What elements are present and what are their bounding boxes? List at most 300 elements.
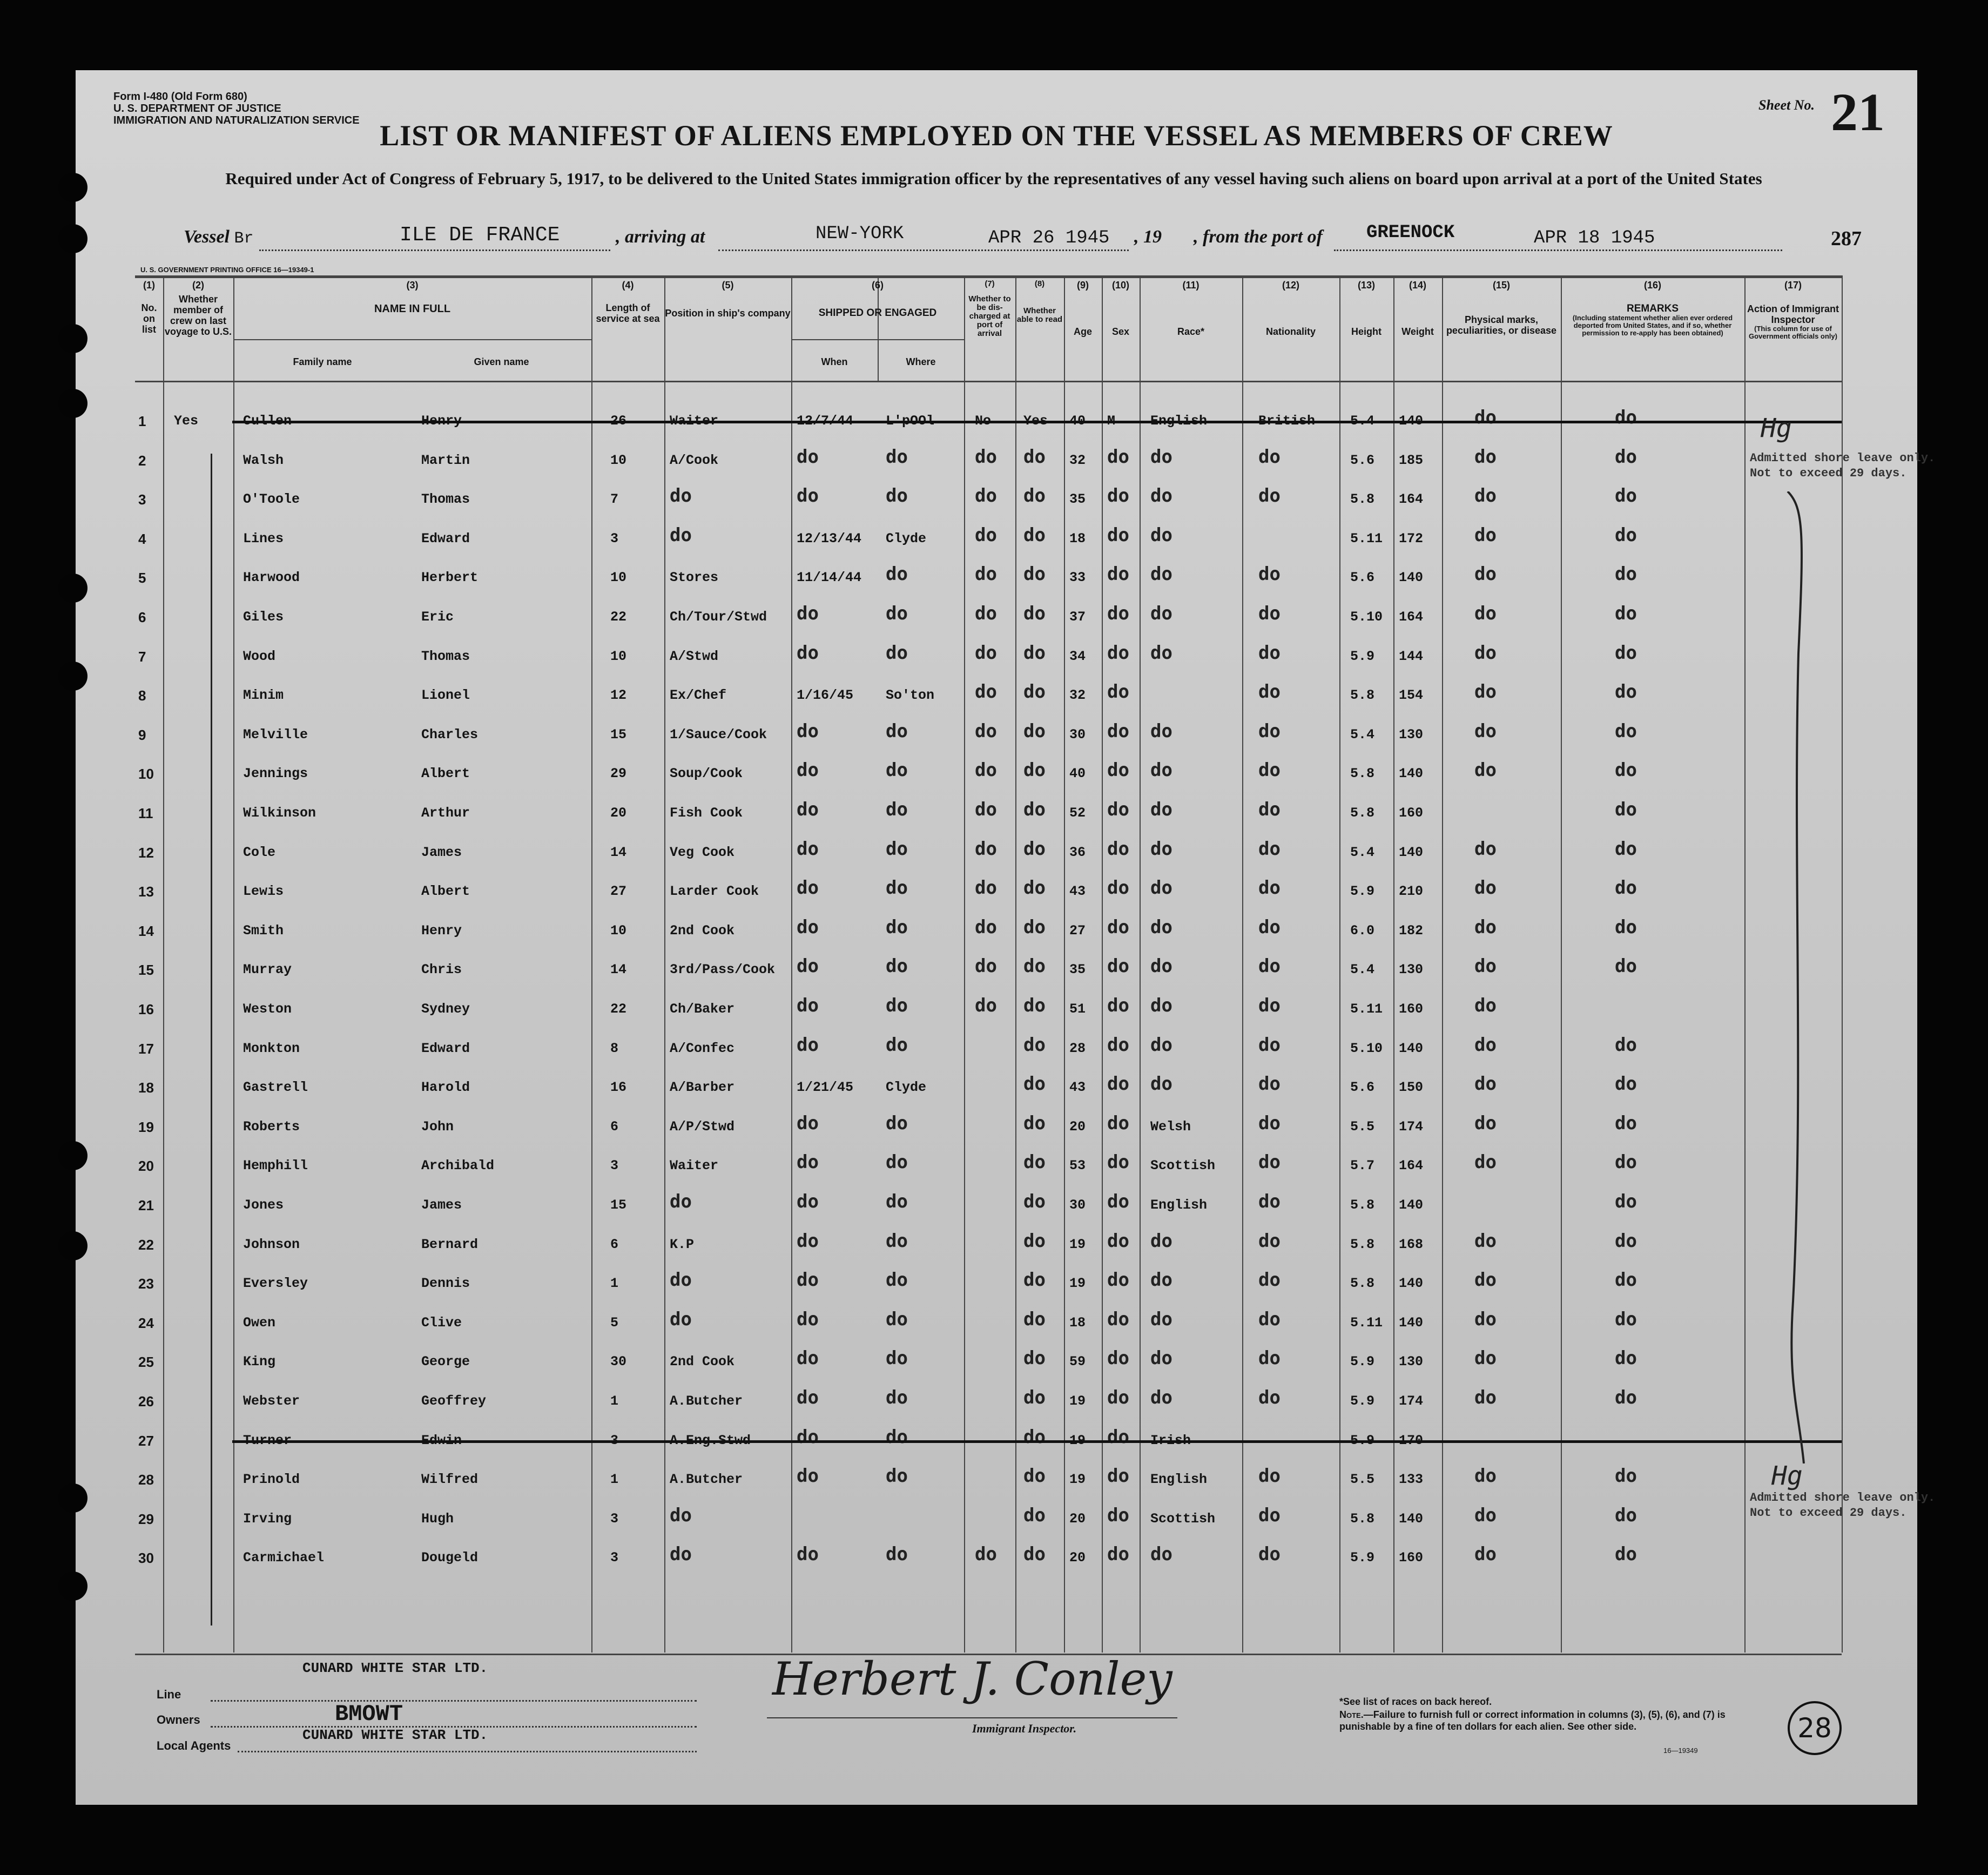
column-number: (14) [1409,280,1426,291]
immigrant-inspector-label: Immigrant Inspector. [972,1722,1077,1735]
from-port-label: , from the port of [1194,227,1323,247]
line-company: CUNARD WHITE STAR LTD. [302,1660,488,1676]
cell-age: 20 [1069,1118,1086,1135]
cell-position: Ch/Baker [670,1001,735,1017]
column-header-5 [664,280,791,319]
cell-age: 52 [1069,805,1086,821]
cell-family: Webster [243,1393,300,1409]
cell-where: Clyde [886,1080,927,1096]
cell-remarks: do [1615,485,1637,507]
cell-height: 5.8 [1350,1236,1375,1252]
cell-nat: do [1258,1543,1281,1566]
cell-marks: do [1474,1269,1497,1291]
cell-remarks: do [1615,681,1637,703]
cell-given: Thomas [421,648,470,664]
column-header-10 [1102,280,1140,337]
cell-height: 5.4 [1350,962,1375,978]
table-row [135,1455,1842,1494]
column-label: NAME IN FULL [374,303,451,315]
cell-weight: 168 [1399,1236,1424,1252]
cell-where: do [886,1543,908,1566]
cell-age: 18 [1069,1314,1086,1331]
column-header-2 [163,280,233,337]
punch-hole [58,173,87,202]
cell-when: 1/21/45 [797,1080,854,1096]
cell-given: George [421,1354,470,1370]
cell-age: 53 [1069,1158,1086,1174]
year-label: , 19 [1134,227,1162,247]
arrival-date: APR 26 1945 [988,228,1110,248]
column-number: (10) [1111,280,1129,291]
cell-weight: 160 [1399,1550,1424,1566]
cell-sex: do [1107,1347,1129,1370]
cell-race: do [1150,916,1172,938]
cell-where: do [886,603,908,624]
cell-given: Geoffrey [421,1393,487,1409]
cell-read: do [1023,1269,1046,1291]
cell-family: Turner [243,1432,292,1448]
column-number: (11) [1182,280,1199,291]
cell-read: do [1023,1191,1046,1212]
cell-disch: do [975,563,997,585]
cell-height: 5.8 [1350,766,1375,782]
cell-marks: do [1474,1112,1497,1134]
cell-service: 1 [610,1276,619,1292]
cell-remarks: do [1615,838,1637,860]
cell-position: Stores [670,570,719,586]
table-row [135,1495,1842,1534]
punch-hole [58,324,87,353]
note-line: Admitted shore leave only. [1750,451,1936,465]
cell-when: do [797,799,819,820]
cell-disch: do [975,877,997,899]
cell-race: Welsh [1150,1118,1191,1135]
cell-service: 1 [610,1472,619,1488]
cell-position: A.Eng.Stwd [670,1432,751,1448]
column-number: (4) [622,280,634,291]
cell-service: 20 [610,805,627,821]
cell-sex: do [1107,563,1129,585]
cell-age: 37 [1069,609,1086,625]
cell-age: 40 [1069,413,1086,429]
cell-when: do [797,1387,819,1408]
cell-age: 59 [1069,1354,1086,1370]
cell-service: 15 [610,1197,627,1213]
column-header-1 [135,280,163,335]
cell-remarks: do [1615,1308,1637,1330]
cell-given: John [421,1118,454,1135]
cell-marks: do [1474,1034,1497,1056]
cell-remarks: do [1615,524,1637,546]
cell-nat: do [1258,1347,1281,1370]
arrival-port: NEW-YORK [816,224,904,244]
cell-nat: do [1258,1465,1281,1487]
cell-no: 10 [138,766,154,783]
table-row [135,907,1842,946]
cell-position: A/Barber [670,1080,735,1096]
cell-height: 5.8 [1350,1197,1375,1213]
cell-given: Lionel [421,687,470,704]
cell-disch: do [975,955,997,977]
cell-service: 1 [610,1393,619,1409]
cell-where: So'ton [886,687,935,704]
cell-when: do [797,642,819,664]
cell-service: 10 [610,452,627,468]
cell-family: Prinold [243,1472,300,1488]
cell-sex: do [1107,642,1129,664]
cell-family: Lines [243,530,284,547]
cell-nat: do [1258,995,1281,1016]
cell-height: 5.4 [1350,413,1375,429]
cell-position: Ch/Tour/Stwd [670,609,767,625]
family-name-header: Family name [293,356,352,367]
cell-nat: do [1258,603,1281,624]
cell-height: 5.10 [1350,1040,1383,1056]
table-row [135,867,1842,906]
cell-where: do [886,1112,908,1134]
cell-service: 10 [610,648,627,664]
table-row [135,1377,1842,1416]
cell-when: do [797,1543,819,1566]
cell-position: do [670,1308,692,1330]
cell-given: Eric [421,609,454,625]
cell-service: 14 [610,962,627,978]
cell-given: Charles [421,726,479,743]
cell-no: 20 [138,1158,154,1175]
cell-no: 27 [138,1432,154,1449]
cell-when: do [797,1034,819,1056]
column-number: (17) [1784,280,1802,291]
table-row [135,1259,1842,1298]
cell-given: Martin [421,452,470,468]
cell-remarks: do [1615,799,1637,820]
cell-where: do [886,563,908,585]
cell-family: Cole [243,844,276,860]
cell-race: English [1150,1197,1208,1213]
cell-position: do [670,1543,692,1566]
cell-remarks: do [1615,1112,1637,1134]
vessel-name: ILE DE FRANCE [400,224,560,247]
cell-sex: do [1107,681,1129,703]
cell-marks: do [1474,877,1497,899]
table-row [135,828,1842,867]
cell-service: 14 [610,844,627,860]
cell-age: 32 [1069,687,1086,704]
column-label: Length of service at sea [596,302,660,324]
cell-sex: do [1107,1426,1129,1448]
cell-no: 7 [138,648,146,665]
when-header: When [821,356,848,367]
cell-sex: do [1107,1151,1129,1173]
cell-marks: do [1474,838,1497,860]
table-row [135,750,1842,788]
table-row [135,1338,1842,1377]
vessel-label: Vessel [184,227,230,247]
cell-given: Dennis [421,1276,470,1292]
cell-where: do [886,1387,908,1408]
cell-disch: do [975,799,997,820]
cell-nat: do [1258,485,1281,507]
cell-read: do [1023,799,1046,820]
cell-no: 14 [138,922,154,939]
cell-given: Chris [421,962,462,978]
cell-service: 10 [610,922,627,939]
cell-race: Irish [1150,1432,1191,1448]
cell-nat: do [1258,1151,1281,1173]
column-header-9 [1064,280,1102,337]
penalty-note [1339,1709,1750,1732]
cell-weight: 140 [1399,1510,1424,1527]
cell-height: 5.8 [1350,491,1375,508]
column-label: Whether able to read [1016,306,1063,324]
cell-no: 26 [138,1393,154,1409]
note-text: —Failure to furnish full or correct information in columns (3), (5), (6), and (7) is punishable by a fine of ten dollars for each alien. See other side. [1339,1709,1726,1732]
cell-remarks: do [1615,955,1637,977]
cell-remarks: do [1615,916,1637,938]
column-header-7 [964,280,1015,338]
cell-race: do [1150,838,1172,860]
cell-age: 27 [1069,922,1086,939]
cell-no: 30 [138,1550,154,1567]
cell-age: 35 [1069,962,1086,978]
cell-service: 3 [610,1432,619,1448]
cell-no: 6 [138,609,146,625]
cell-last: Yes [174,413,199,429]
cell-nat: do [1258,955,1281,977]
service-name: IMMIGRATION AND NATURALIZATION SERVICE [113,114,360,126]
cell-no: 1 [138,413,146,429]
cell-where: do [886,1151,908,1173]
cell-height: 5.8 [1350,687,1375,704]
strike-through-line [232,1440,1842,1443]
cell-given: Edward [421,1040,470,1056]
cell-nat: do [1258,838,1281,860]
document-title: LIST OR MANIFEST OF ALIENS EMPLOYED ON THE VESSEL AS MEMBERS OF CREW [380,119,1613,152]
cell-height: 5.9 [1350,1432,1375,1448]
cell-nat: do [1258,1112,1281,1134]
cell-marks: do [1474,485,1497,507]
cell-height: 5.8 [1350,805,1375,821]
table-row [135,1103,1842,1142]
cell-position: 3rd/Pass/Cook [670,962,776,978]
cell-read: do [1023,1230,1046,1252]
cell-remarks: do [1615,1269,1637,1291]
cell-read: do [1023,524,1046,546]
form-number: Form I-480 (Old Form 680) [113,91,247,103]
cell-family: Walsh [243,452,284,468]
cell-disch: do [975,1543,997,1566]
cell-marks: do [1474,1151,1497,1173]
cell-marks: do [1474,759,1497,781]
cell-family: Hemphill [243,1158,308,1174]
column-number: (1) [143,280,155,291]
cell-height: 5.9 [1350,1550,1375,1566]
cell-service: 22 [610,609,627,625]
cell-nat: do [1258,1191,1281,1212]
cell-race: do [1150,1387,1172,1408]
cell-position: K.P [670,1236,695,1252]
cell-age: 19 [1069,1432,1086,1448]
cell-nat: do [1258,720,1281,742]
column-number: (13) [1357,280,1375,291]
cell-position: A.Butcher [670,1472,743,1488]
cell-given: Harold [421,1080,470,1096]
cell-where: do [886,1034,908,1056]
cell-family: Johnson [243,1236,300,1252]
cell-when: do [797,1465,819,1487]
cell-marks: do [1474,563,1497,585]
cell-position: Waiter [670,1158,719,1174]
cell-sex: do [1107,1230,1129,1252]
cell-height: 5.9 [1350,1354,1375,1370]
cell-read: do [1023,1347,1046,1370]
cell-service: 3 [610,530,619,547]
cell-service: 3 [610,1510,619,1527]
sheet-number-label: Sheet No. [1758,97,1815,113]
cell-given: Edward [421,530,470,547]
cell-given: Hugh [421,1510,454,1527]
cell-age: 35 [1069,491,1086,508]
cell-weight: 140 [1399,413,1424,429]
column-label: Nationality [1265,326,1316,337]
page-number: 287 [1831,227,1862,250]
column-number: (12) [1282,280,1299,291]
cell-no: 19 [138,1118,154,1135]
cell-age: 20 [1069,1510,1086,1527]
cell-sex: do [1107,1308,1129,1330]
cell-height: 5.4 [1350,844,1375,860]
cell-service: 29 [610,766,627,782]
column-header-13 [1339,280,1393,337]
column-header-16 [1561,280,1744,337]
cell-remarks: do [1615,1504,1637,1526]
cell-race: do [1150,799,1172,820]
cell-race: do [1150,485,1172,507]
cell-race: do [1150,642,1172,664]
local-agents-value: CUNARD WHITE STAR LTD. [302,1727,488,1743]
cell-weight: 182 [1399,922,1424,939]
cell-sex: do [1107,1269,1129,1291]
cell-weight: 150 [1399,1080,1424,1096]
document-subtitle: Required under Act of Congress of February 5, 1917, to be delivered to the United States immigration officer by the representatives of any vessel having such aliens on board upon arrival at a port of the United States [225,169,1762,188]
column-header-11 [1140,280,1242,337]
cell-remarks: do [1615,407,1637,428]
cell-weight: 140 [1399,1276,1424,1292]
cell-service: 3 [610,1158,619,1174]
cell-marks: do [1474,524,1497,546]
column-header-8 [1015,280,1064,324]
note-label: Note. [1339,1709,1364,1720]
cell-where: do [886,955,908,977]
column-label: Age [1073,326,1092,337]
cell-marks: do [1474,955,1497,977]
sheet-number: 21 [1831,82,1885,142]
cell-nat: do [1258,1073,1281,1095]
cell-when: do [797,955,819,977]
inspector-note [1750,1490,1935,1521]
cell-remarks: do [1615,1387,1637,1408]
cell-no: 23 [138,1276,154,1292]
column-number: (8) [1034,279,1045,288]
column-header-12 [1242,280,1339,337]
cell-position: do [670,1504,692,1526]
cell-service: 26 [610,413,627,429]
cell-when: do [797,1191,819,1212]
cell-remarks: do [1615,1191,1637,1212]
cell-marks: do [1474,1504,1497,1526]
cell-age: 19 [1069,1393,1086,1409]
column-sublabel: (Including statement whether alien ever ordered deported from United States, and if so, whether permission to re-apply has been obtained) [1572,314,1733,337]
cell-marks: do [1474,995,1497,1016]
cell-where: do [886,446,908,468]
cell-no: 9 [138,726,146,743]
column-label: REMARKS [1626,303,1679,314]
cell-no: 8 [138,687,146,704]
cell-position: A.Butcher [670,1393,743,1409]
cell-sex: do [1107,1387,1129,1408]
cell-height: 5.7 [1350,1158,1375,1174]
cell-remarks: do [1615,1230,1637,1252]
cell-weight: 164 [1399,1158,1424,1174]
table-row [135,1534,1842,1573]
column-label: Weight [1401,326,1434,337]
cell-age: 20 [1069,1550,1086,1566]
cell-given: Edwin [421,1432,462,1448]
cell-sex: do [1107,838,1129,860]
cell-sex: do [1107,995,1129,1016]
cell-position: Soup/Cook [670,766,743,782]
cell-sex: do [1107,916,1129,938]
cell-read: do [1023,1151,1046,1173]
cell-age: 43 [1069,1080,1086,1096]
cell-service: 6 [610,1118,619,1135]
crew-table [135,275,1936,1653]
cell-nat: do [1258,1504,1281,1526]
cell-height: 5.6 [1350,452,1375,468]
table-row [135,593,1842,632]
cell-given: Wilfred [421,1472,479,1488]
cell-race: do [1150,524,1172,546]
cell-where: do [886,838,908,860]
cell-age: 30 [1069,1197,1086,1213]
line-label: Line [157,1688,181,1701]
cell-no: 17 [138,1040,154,1057]
cell-weight: 130 [1399,962,1424,978]
column-number: (3) [406,280,419,291]
inspector-note [1750,451,1935,481]
cell-weight: 164 [1399,491,1424,508]
cell-family: Owen [243,1314,276,1331]
cell-disch: do [975,603,997,624]
cell-nat: British [1258,413,1316,429]
cell-read: do [1023,838,1046,860]
cell-age: 36 [1069,844,1086,860]
column-number: (9) [1077,280,1089,291]
cell-when: do [797,603,819,624]
cell-service: 10 [610,570,627,586]
cell-remarks: do [1615,563,1637,585]
cell-when: do [797,1151,819,1173]
cell-marks: do [1474,1543,1497,1566]
cell-weight: 160 [1399,1001,1424,1017]
cell-race: do [1150,995,1172,1016]
cell-marks: do [1474,446,1497,468]
cell-family: O'Toole [243,491,300,508]
cell-service: 12 [610,687,627,704]
punch-hole [58,1572,87,1601]
cell-read: do [1023,1308,1046,1330]
cell-race: do [1150,1034,1172,1056]
